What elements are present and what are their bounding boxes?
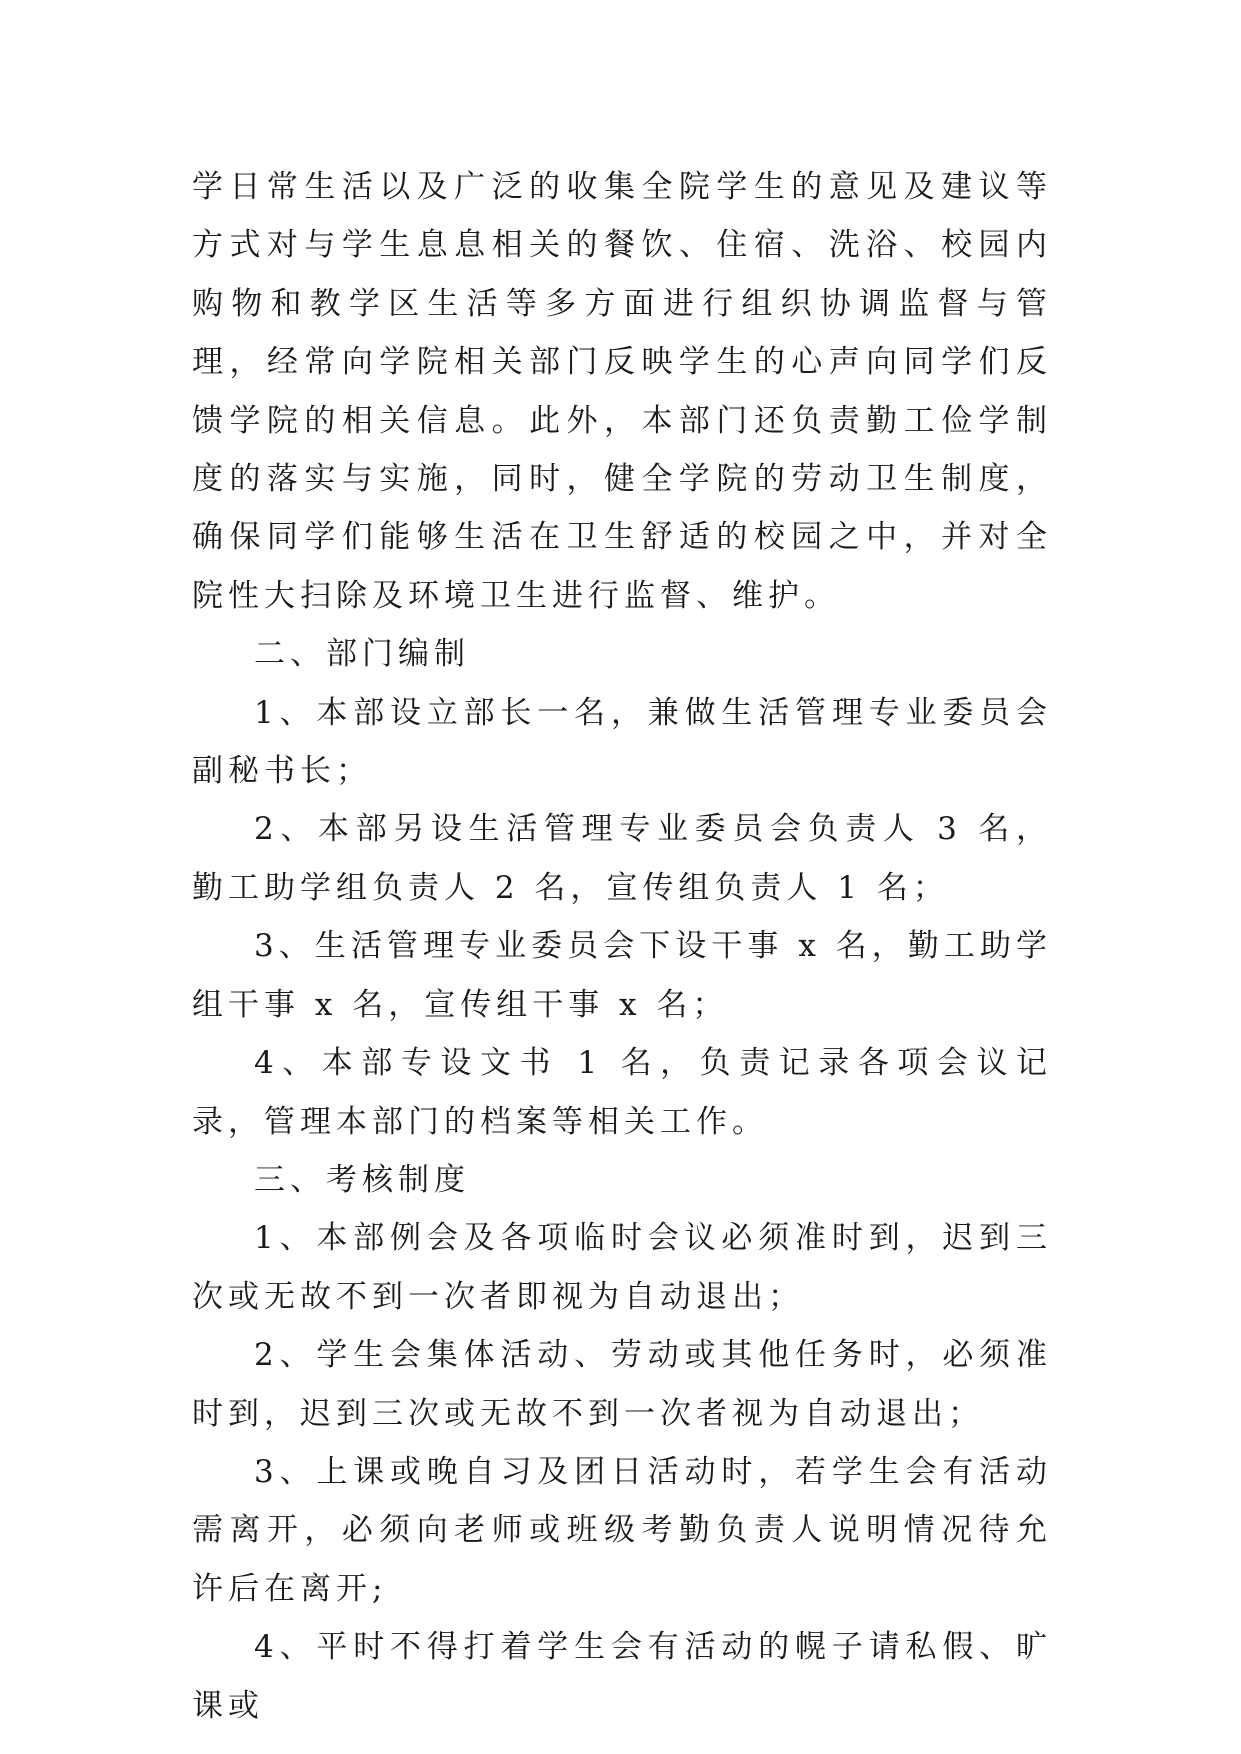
intro-paragraph: 学日常生活以及广泛的收集全院学生的意见及建议等方式对与学生息息相关的餐饮、住宿、洗浴、校园内购物和教学区生活等多方面进行组织协调监督与管理，经常向学院相关部门反映学生的心声向同学们反馈学院的相关信息。此外，本部门还负责勤工俭学制度的落实与实施，同时，健全学院的劳动卫生制度，确保同学们能够生活在卫生舒适的校园之中，并对全院性大扫除及环境卫生进行监督、维护。 [192, 169, 1052, 614]
section-heading-assessment: 三、考核制度 [254, 1161, 470, 1198]
section-heading-staffing: 二、部门编制 [254, 636, 470, 673]
staffing-item-3: 3、生活管理专业委员会下设干事 x 名，勤工助学组干事 x 名，宣传组干事 x 名； [192, 928, 1052, 1023]
assessment-item-2: 2、学生会集体活动、劳动或其他任务时，必须准时到，迟到三次或无故不到一次者视为自动退出； [192, 1337, 1052, 1432]
assessment-item-1: 1、本部例会及各项临时会议必须准时到，迟到三次或无故不到一次者即视为自动退出； [192, 1220, 1052, 1315]
staffing-item-2: 2、本部另设生活管理专业委员会负责人 3 名，勤工助学组负责人 2 名，宣传组负责人 1 名； [192, 811, 1052, 906]
assessment-item-3: 3、上课或晚自习及团日活动时，若学生会有活动需离开，必须向老师或班级考勤负责人说明情况待允许后在离开; [192, 1453, 1052, 1607]
staffing-item-4: 4、本部专设文书 1 名，负责记录各项会议记录，管理本部门的档案等相关工作。 [192, 1045, 1052, 1140]
document-body [192, 158, 1052, 1735]
staffing-item-1: 1、本部设立部长一名，兼做生活管理专业委员会副秘书长； [192, 694, 1052, 790]
assessment-item-4: 4、平时不得打着学生会有活动的幌子请私假、旷课或 [192, 1629, 1052, 1724]
